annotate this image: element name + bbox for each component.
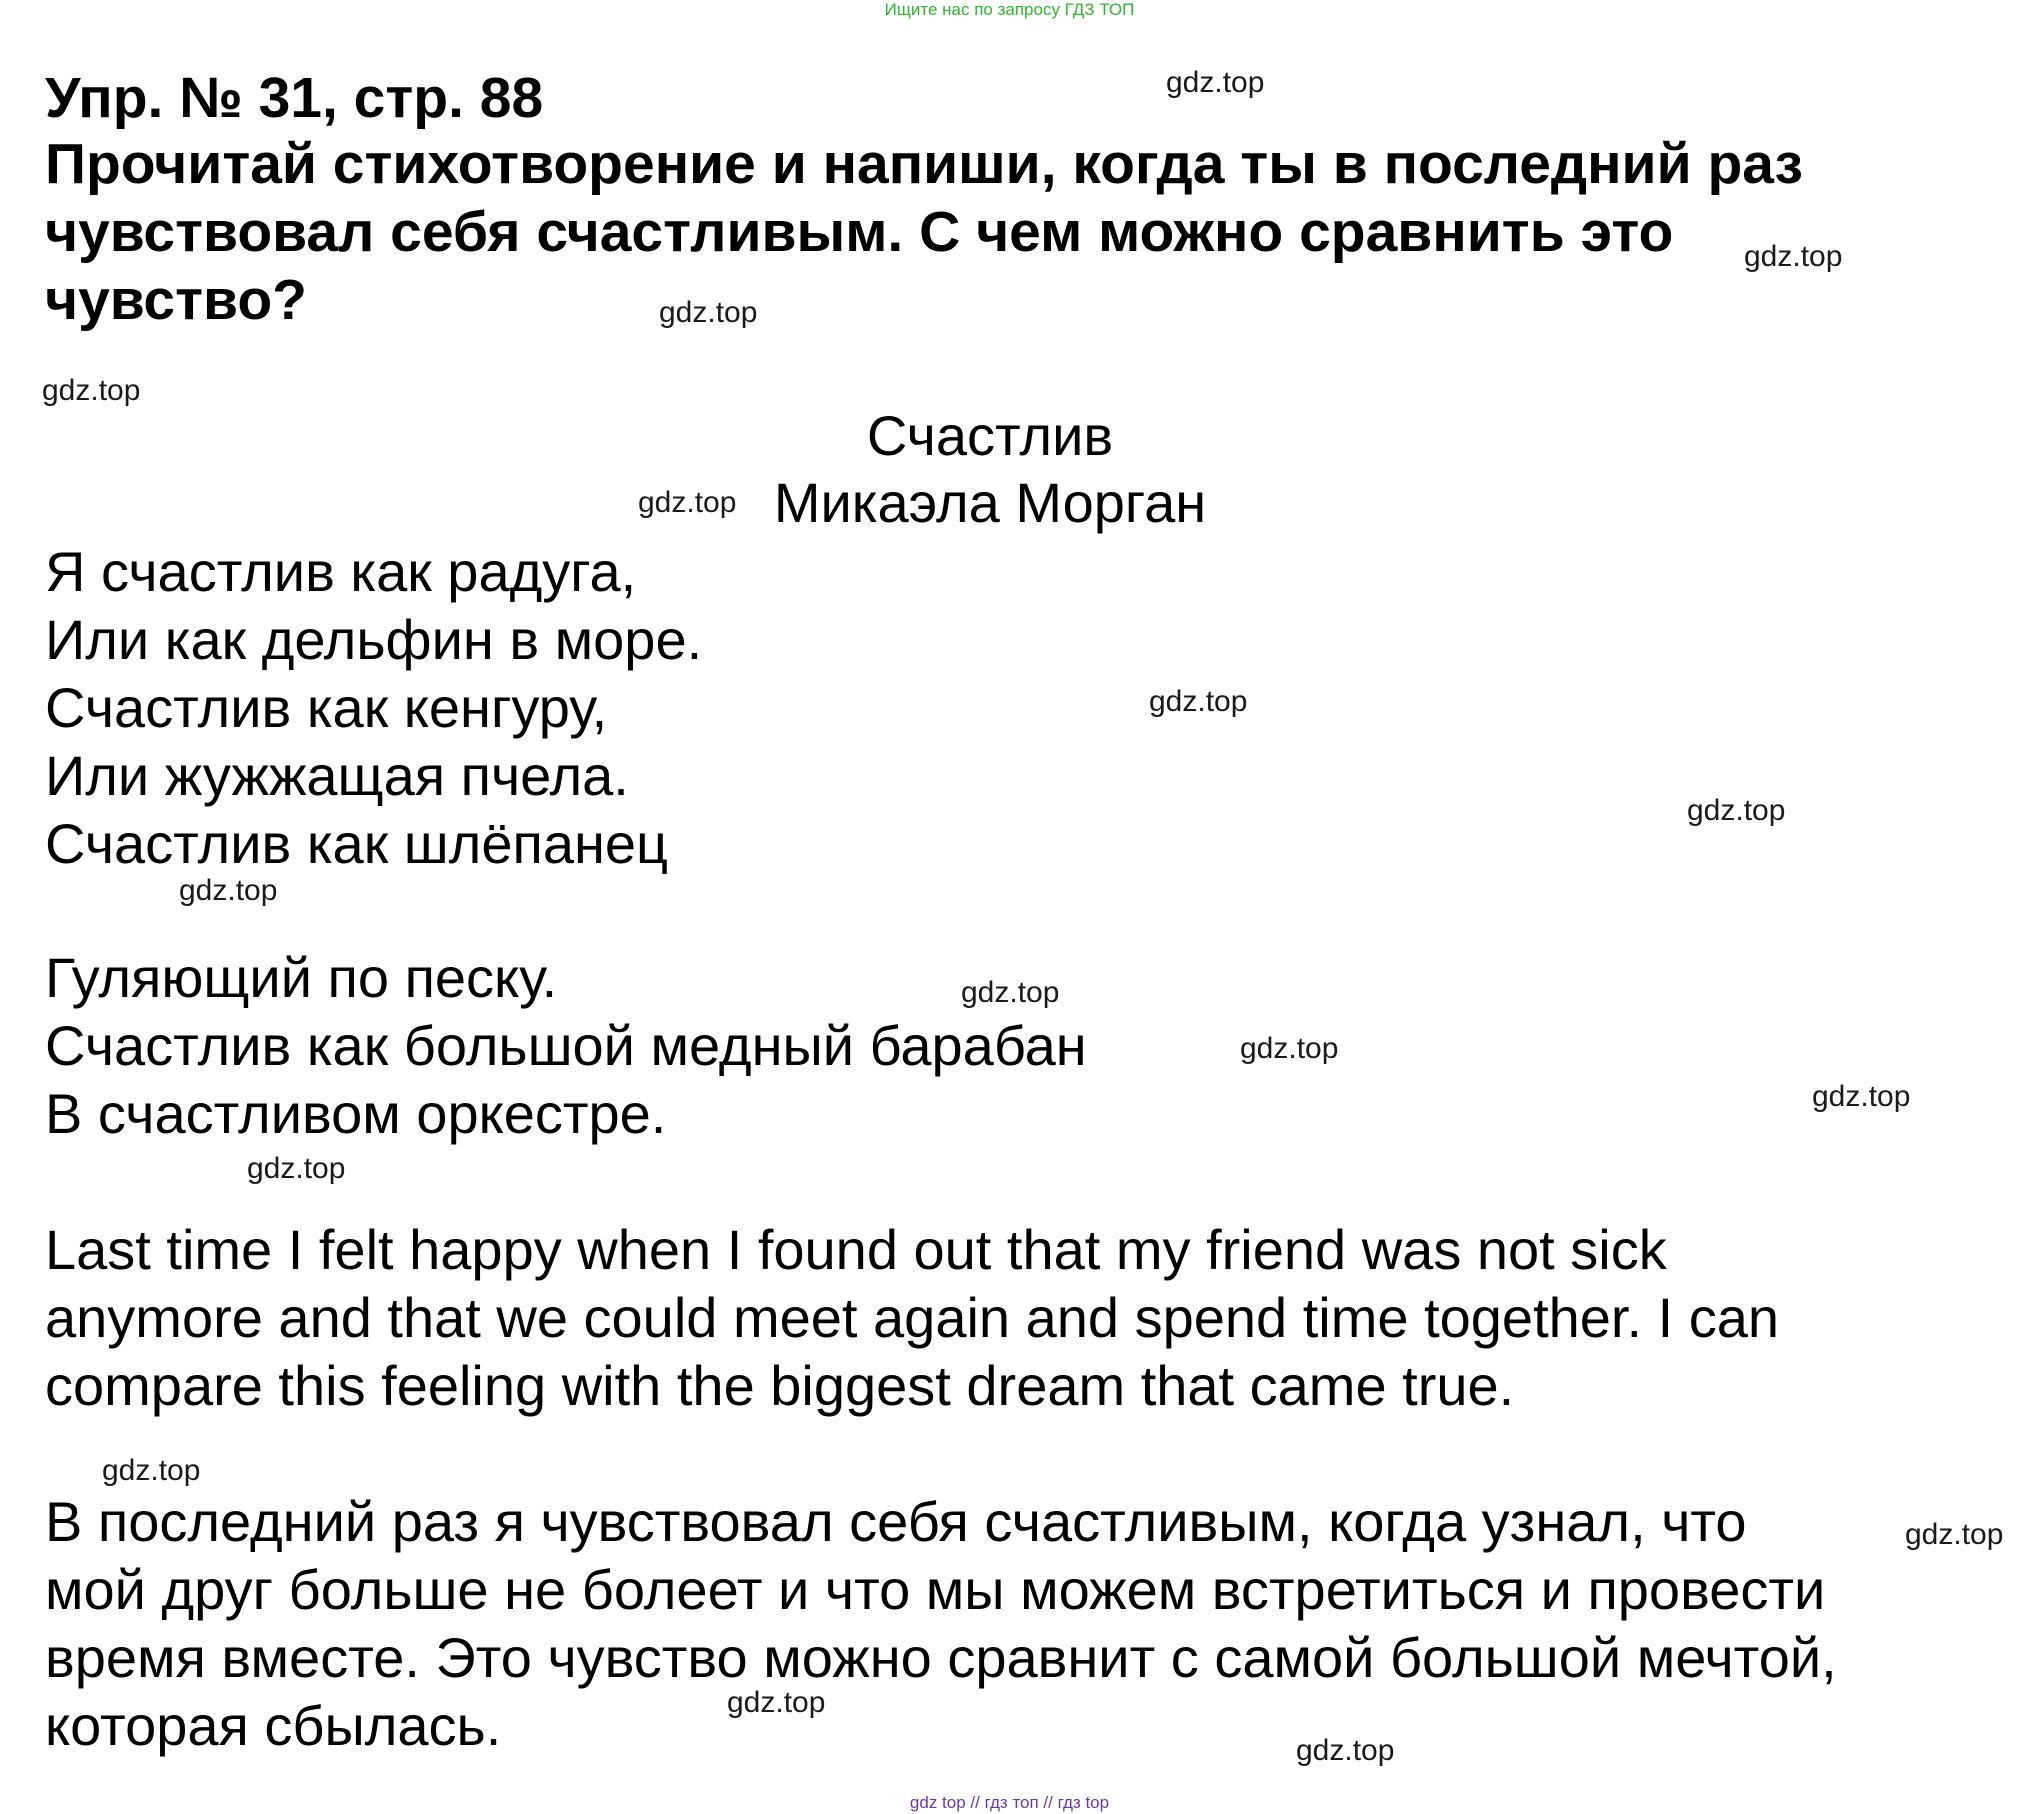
watermark: gdz.top xyxy=(1812,1080,1911,1113)
watermark: gdz.top xyxy=(1905,1518,2004,1551)
watermark: gdz.top xyxy=(102,1454,201,1487)
answer-ru-line: В последний раз я чувствовал себя счастливым, когда узнал, что xyxy=(45,1490,1747,1553)
watermark: gdz.top xyxy=(961,976,1060,1009)
watermark: gdz.top xyxy=(1744,240,1843,273)
task-line: чувствовал себя счастливым. С чем можно сравнить это xyxy=(45,200,1674,264)
watermark: gdz.top xyxy=(638,486,737,519)
task-line: чувство? xyxy=(45,268,307,332)
answer-en-line: compare this feeling with the biggest dream that came true. xyxy=(45,1354,1515,1417)
poem-line: В счастливом оркестре. xyxy=(45,1082,667,1145)
poem-line: Или жужжащая пчела. xyxy=(45,744,629,807)
watermark: gdz.top xyxy=(727,1686,826,1719)
poem-line: Счастлив как кенгуру, xyxy=(45,676,608,739)
poem-line: Или как дельфин в море. xyxy=(45,608,703,671)
answer-en-line: Last time I felt happy when I found out that my friend was not sick xyxy=(45,1218,1667,1281)
top-banner: Ищите нас по запросу ГДЗ ТОП xyxy=(884,0,1135,19)
watermark: gdz.top xyxy=(659,296,758,329)
answer-ru-line: которая сбылась. xyxy=(45,1694,502,1757)
poem-title: Счастлив xyxy=(866,404,1114,467)
poem-line: Счастлив как шлёпанец xyxy=(45,812,669,875)
watermark: gdz.top xyxy=(1687,794,1786,827)
answer-ru-line: мой друг больше не болеет и что мы можем встретиться и провести xyxy=(45,1558,1826,1621)
watermark: gdz.top xyxy=(179,874,278,907)
answer-ru-line: время вместе. Это чувство можно сравнит с самой большой мечтой, xyxy=(45,1626,1837,1689)
footer-watermark: gdz top // гдз топ // гдз top xyxy=(909,1793,1110,1812)
watermark: gdz.top xyxy=(42,374,141,407)
task-line: Прочитай стихотворение и напиши, когда ты в последний раз xyxy=(45,132,1804,196)
watermark: gdz.top xyxy=(247,1152,346,1185)
poem-line: Я счастлив как радуга, xyxy=(45,540,637,603)
poem-author: Микаэла Морган xyxy=(773,471,1207,534)
exercise-number: Упр. № 31, стр. 88 xyxy=(45,66,544,130)
watermark: gdz.top xyxy=(1296,1734,1395,1767)
watermark: gdz.top xyxy=(1166,66,1265,99)
answer-en-line: anymore and that we could meet again and spend time together. I can xyxy=(45,1286,1780,1349)
poem-line: Счастлив как большой медный барабан xyxy=(45,1014,1087,1077)
poem-line: Гуляющий по песку. xyxy=(45,946,558,1009)
watermark: gdz.top xyxy=(1149,685,1248,718)
watermark: gdz.top xyxy=(1240,1032,1339,1065)
